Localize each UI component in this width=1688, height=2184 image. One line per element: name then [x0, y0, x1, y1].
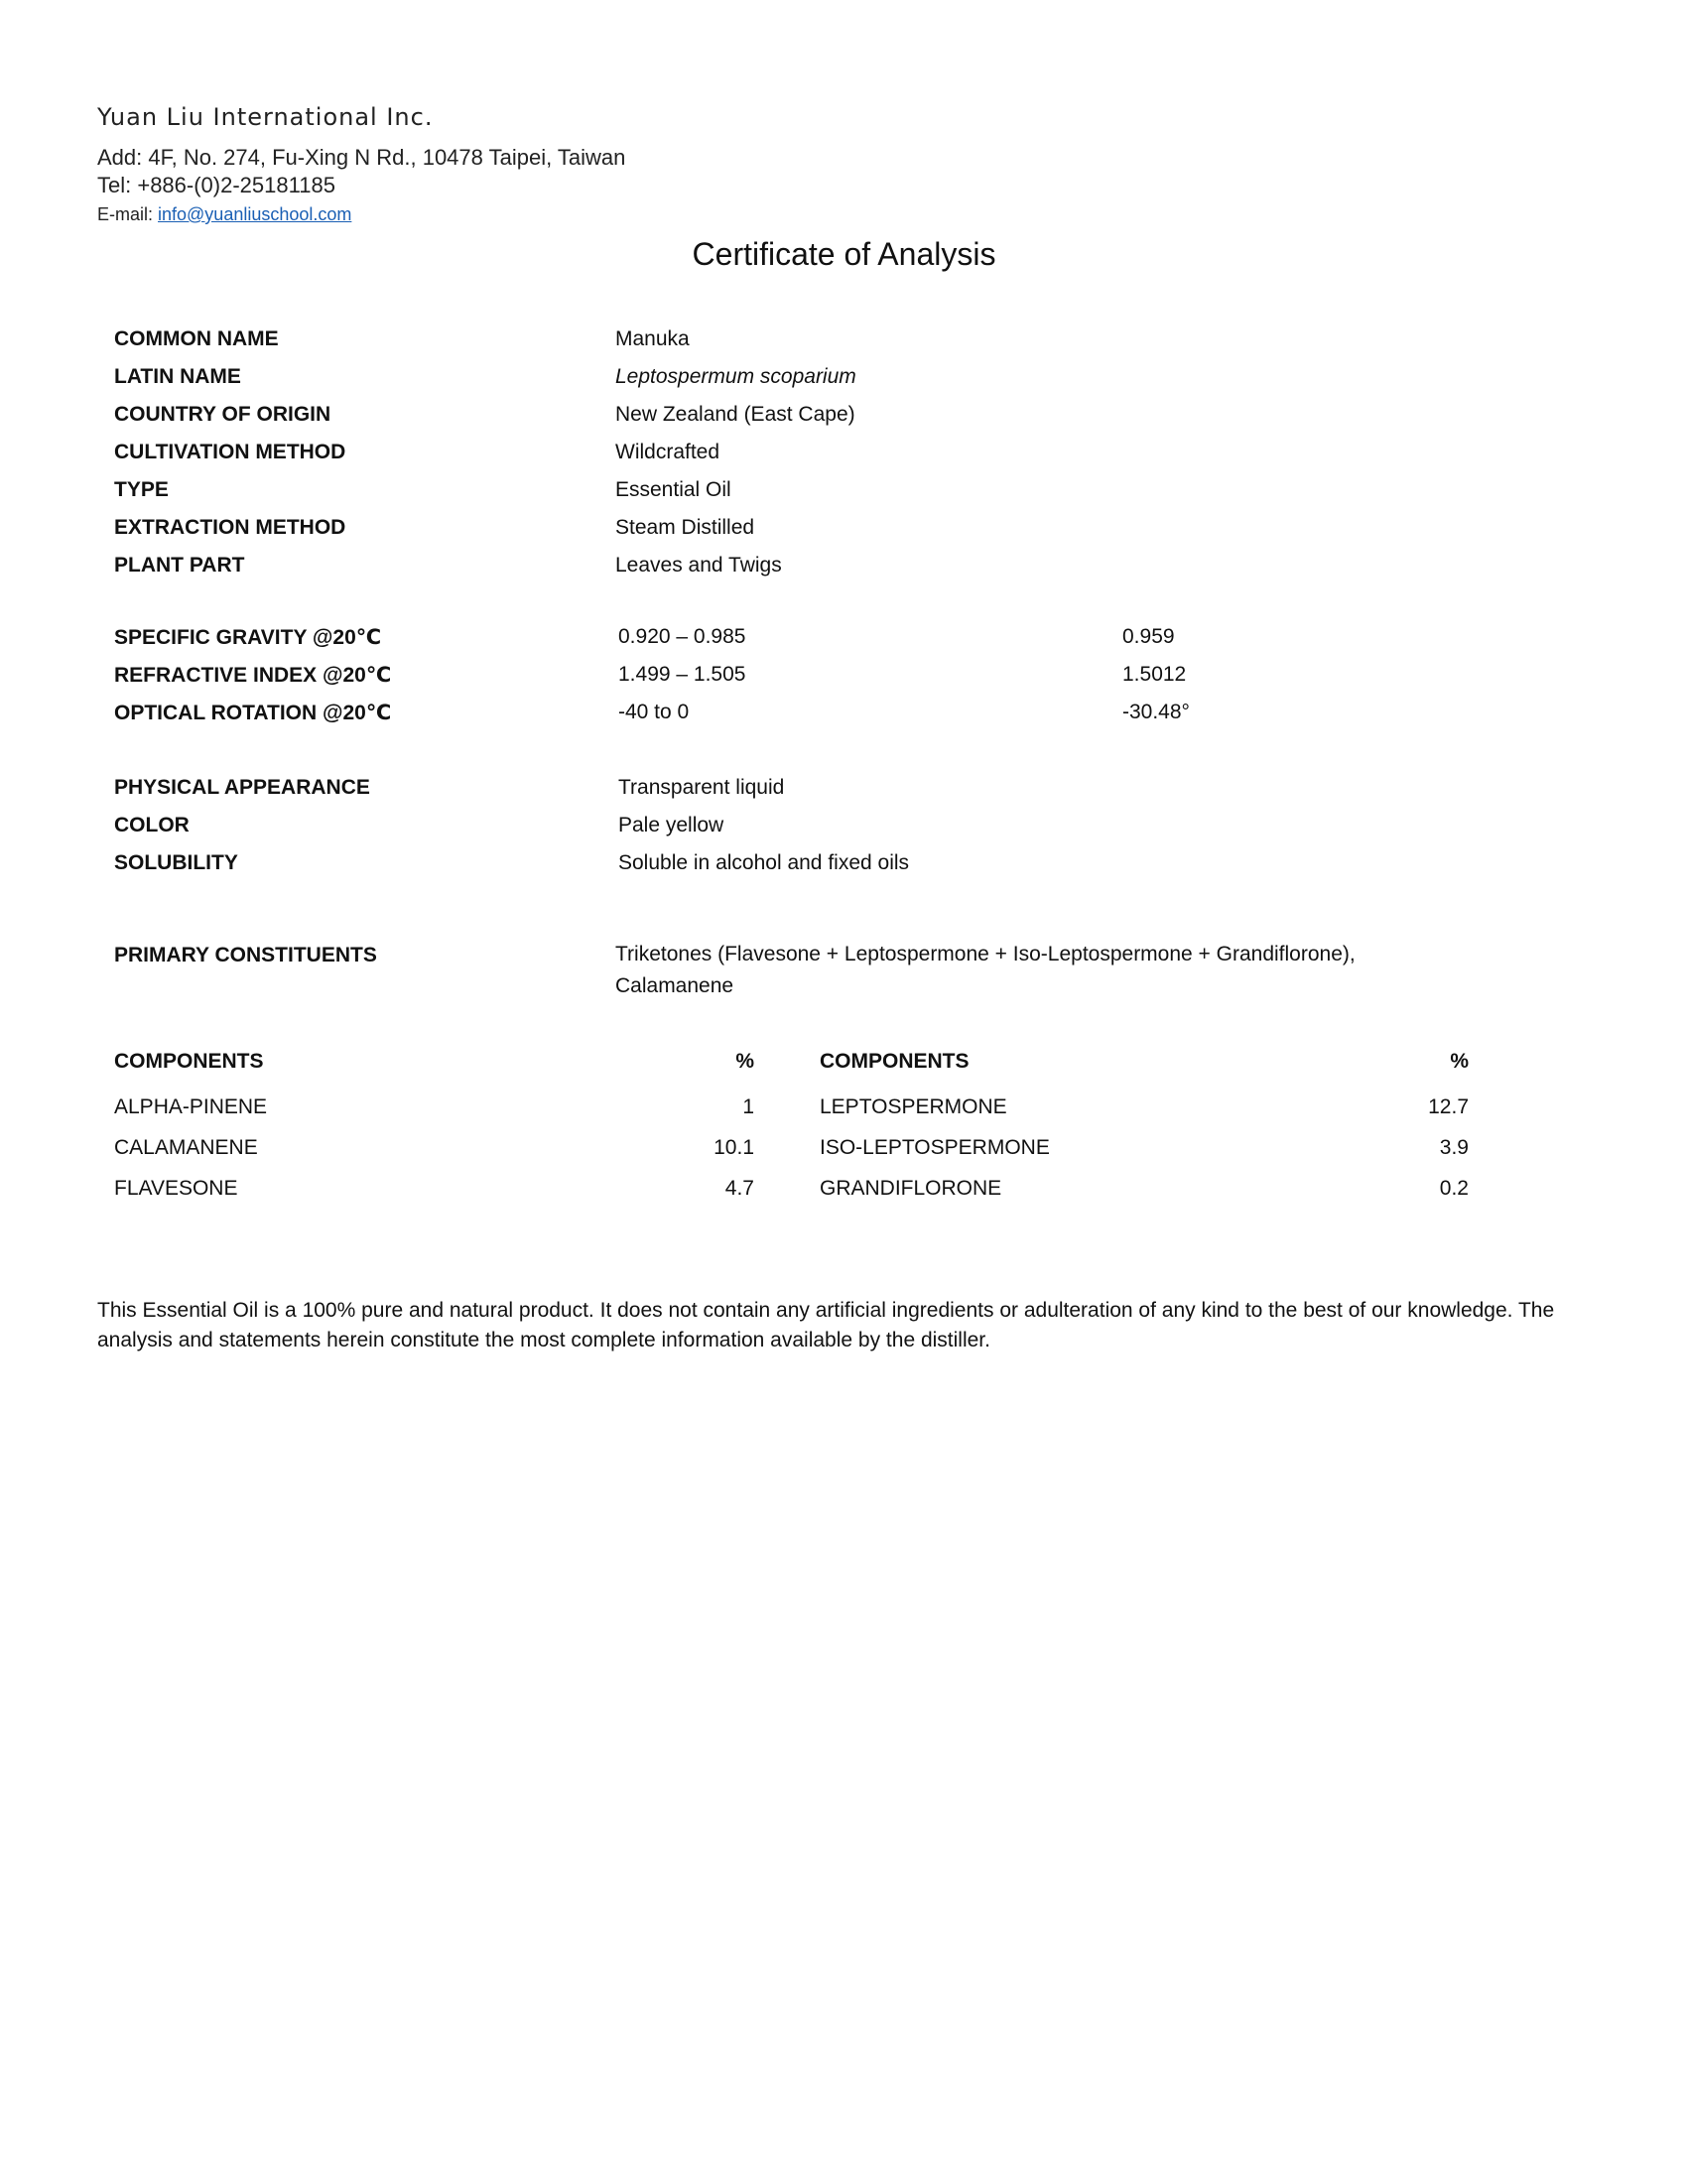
property-value: Leaves and Twigs — [615, 554, 782, 577]
component-percent: 12.7 — [1428, 1095, 1469, 1118]
appearance-value: Transparent liquid — [618, 776, 785, 799]
measurement-range: 0.920 – 0.985 — [618, 625, 746, 648]
component-percent: 1 — [742, 1095, 754, 1118]
components-header-right: COMPONENTS — [820, 1050, 970, 1073]
components-header-left: COMPONENTS — [114, 1050, 264, 1073]
property-value: Manuka — [615, 327, 690, 350]
component-percent: 3.9 — [1439, 1136, 1469, 1159]
property-value: Steam Distilled — [615, 516, 755, 539]
component-name: GRANDIFLORONE — [820, 1177, 1002, 1200]
appearance-value: Pale yellow — [618, 814, 724, 836]
purity-statement: This Essential Oil is a 100% pure and natural product. It does not contain any artificial ingredients or adulteration of any kind to the best of our knowledge. The analysis and statements herein constitute the most complete information available by the distiller. — [97, 1299, 1555, 1351]
company-name: Yuan Liu International Inc. — [97, 103, 434, 131]
company-email-row — [97, 204, 351, 225]
page-title: Certificate of Analysis — [692, 236, 996, 272]
percent-header-right: % — [1450, 1050, 1469, 1073]
email-link[interactable]: info@yuanliuschool.com — [158, 204, 352, 224]
component-name: FLAVESONE — [114, 1177, 238, 1200]
measurement-label: REFRACTIVE INDEX @20℃ — [114, 664, 392, 687]
component-percent: 10.1 — [714, 1136, 754, 1159]
primary-constituents-label: PRIMARY CONSTITUENTS — [114, 944, 377, 966]
property-value: Essential Oil — [615, 478, 731, 501]
component-name: CALAMANENE — [114, 1136, 258, 1159]
percent-header-left: % — [735, 1050, 754, 1073]
primary-constituents-line: Calamanene — [615, 974, 734, 997]
appearance-label: PHYSICAL APPEARANCE — [114, 776, 370, 799]
measurement-result: 1.5012 — [1122, 663, 1187, 686]
property-label: COMMON NAME — [114, 327, 279, 350]
property-label: TYPE — [114, 478, 169, 501]
component-name: LEPTOSPERMONE — [820, 1095, 1007, 1118]
property-label: COUNTRY OF ORIGIN — [114, 403, 331, 426]
property-label: CULTIVATION METHOD — [114, 441, 346, 463]
measurement-result: 0.959 — [1122, 625, 1175, 648]
property-value: Wildcrafted — [615, 441, 720, 463]
property-label: EXTRACTION METHOD — [114, 516, 346, 539]
property-label: PLANT PART — [114, 554, 245, 577]
measurement-label: SPECIFIC GRAVITY @20℃ — [114, 626, 382, 649]
measurement-label: OPTICAL ROTATION @20℃ — [114, 702, 392, 724]
primary-constituents-line: Triketones (Flavesone + Leptospermone + Iso-Leptospermone + Grandiflorone), — [615, 943, 1356, 965]
property-value: New Zealand (East Cape) — [615, 403, 855, 426]
appearance-value: Soluble in alcohol and fixed oils — [618, 851, 910, 874]
company-tel: Tel: +886-(0)2-25181185 — [97, 173, 335, 197]
property-label: LATIN NAME — [114, 365, 241, 388]
measurement-result: -30.48° — [1122, 701, 1190, 723]
measurement-range: -40 to 0 — [618, 701, 690, 723]
component-name: ALPHA-PINENE — [114, 1095, 268, 1118]
email-label: E-mail: — [97, 204, 159, 224]
property-value: Leptospermum scoparium — [615, 365, 856, 388]
company-address: Add: 4F, No. 274, Fu-Xing N Rd., 10478 Taipei, Taiwan — [97, 145, 626, 170]
appearance-label: COLOR — [114, 814, 190, 836]
component-percent: 0.2 — [1439, 1177, 1469, 1200]
component-percent: 4.7 — [724, 1177, 754, 1200]
component-name: ISO-LEPTOSPERMONE — [820, 1136, 1050, 1159]
appearance-label: SOLUBILITY — [114, 851, 238, 874]
measurement-range: 1.499 – 1.505 — [618, 663, 746, 686]
